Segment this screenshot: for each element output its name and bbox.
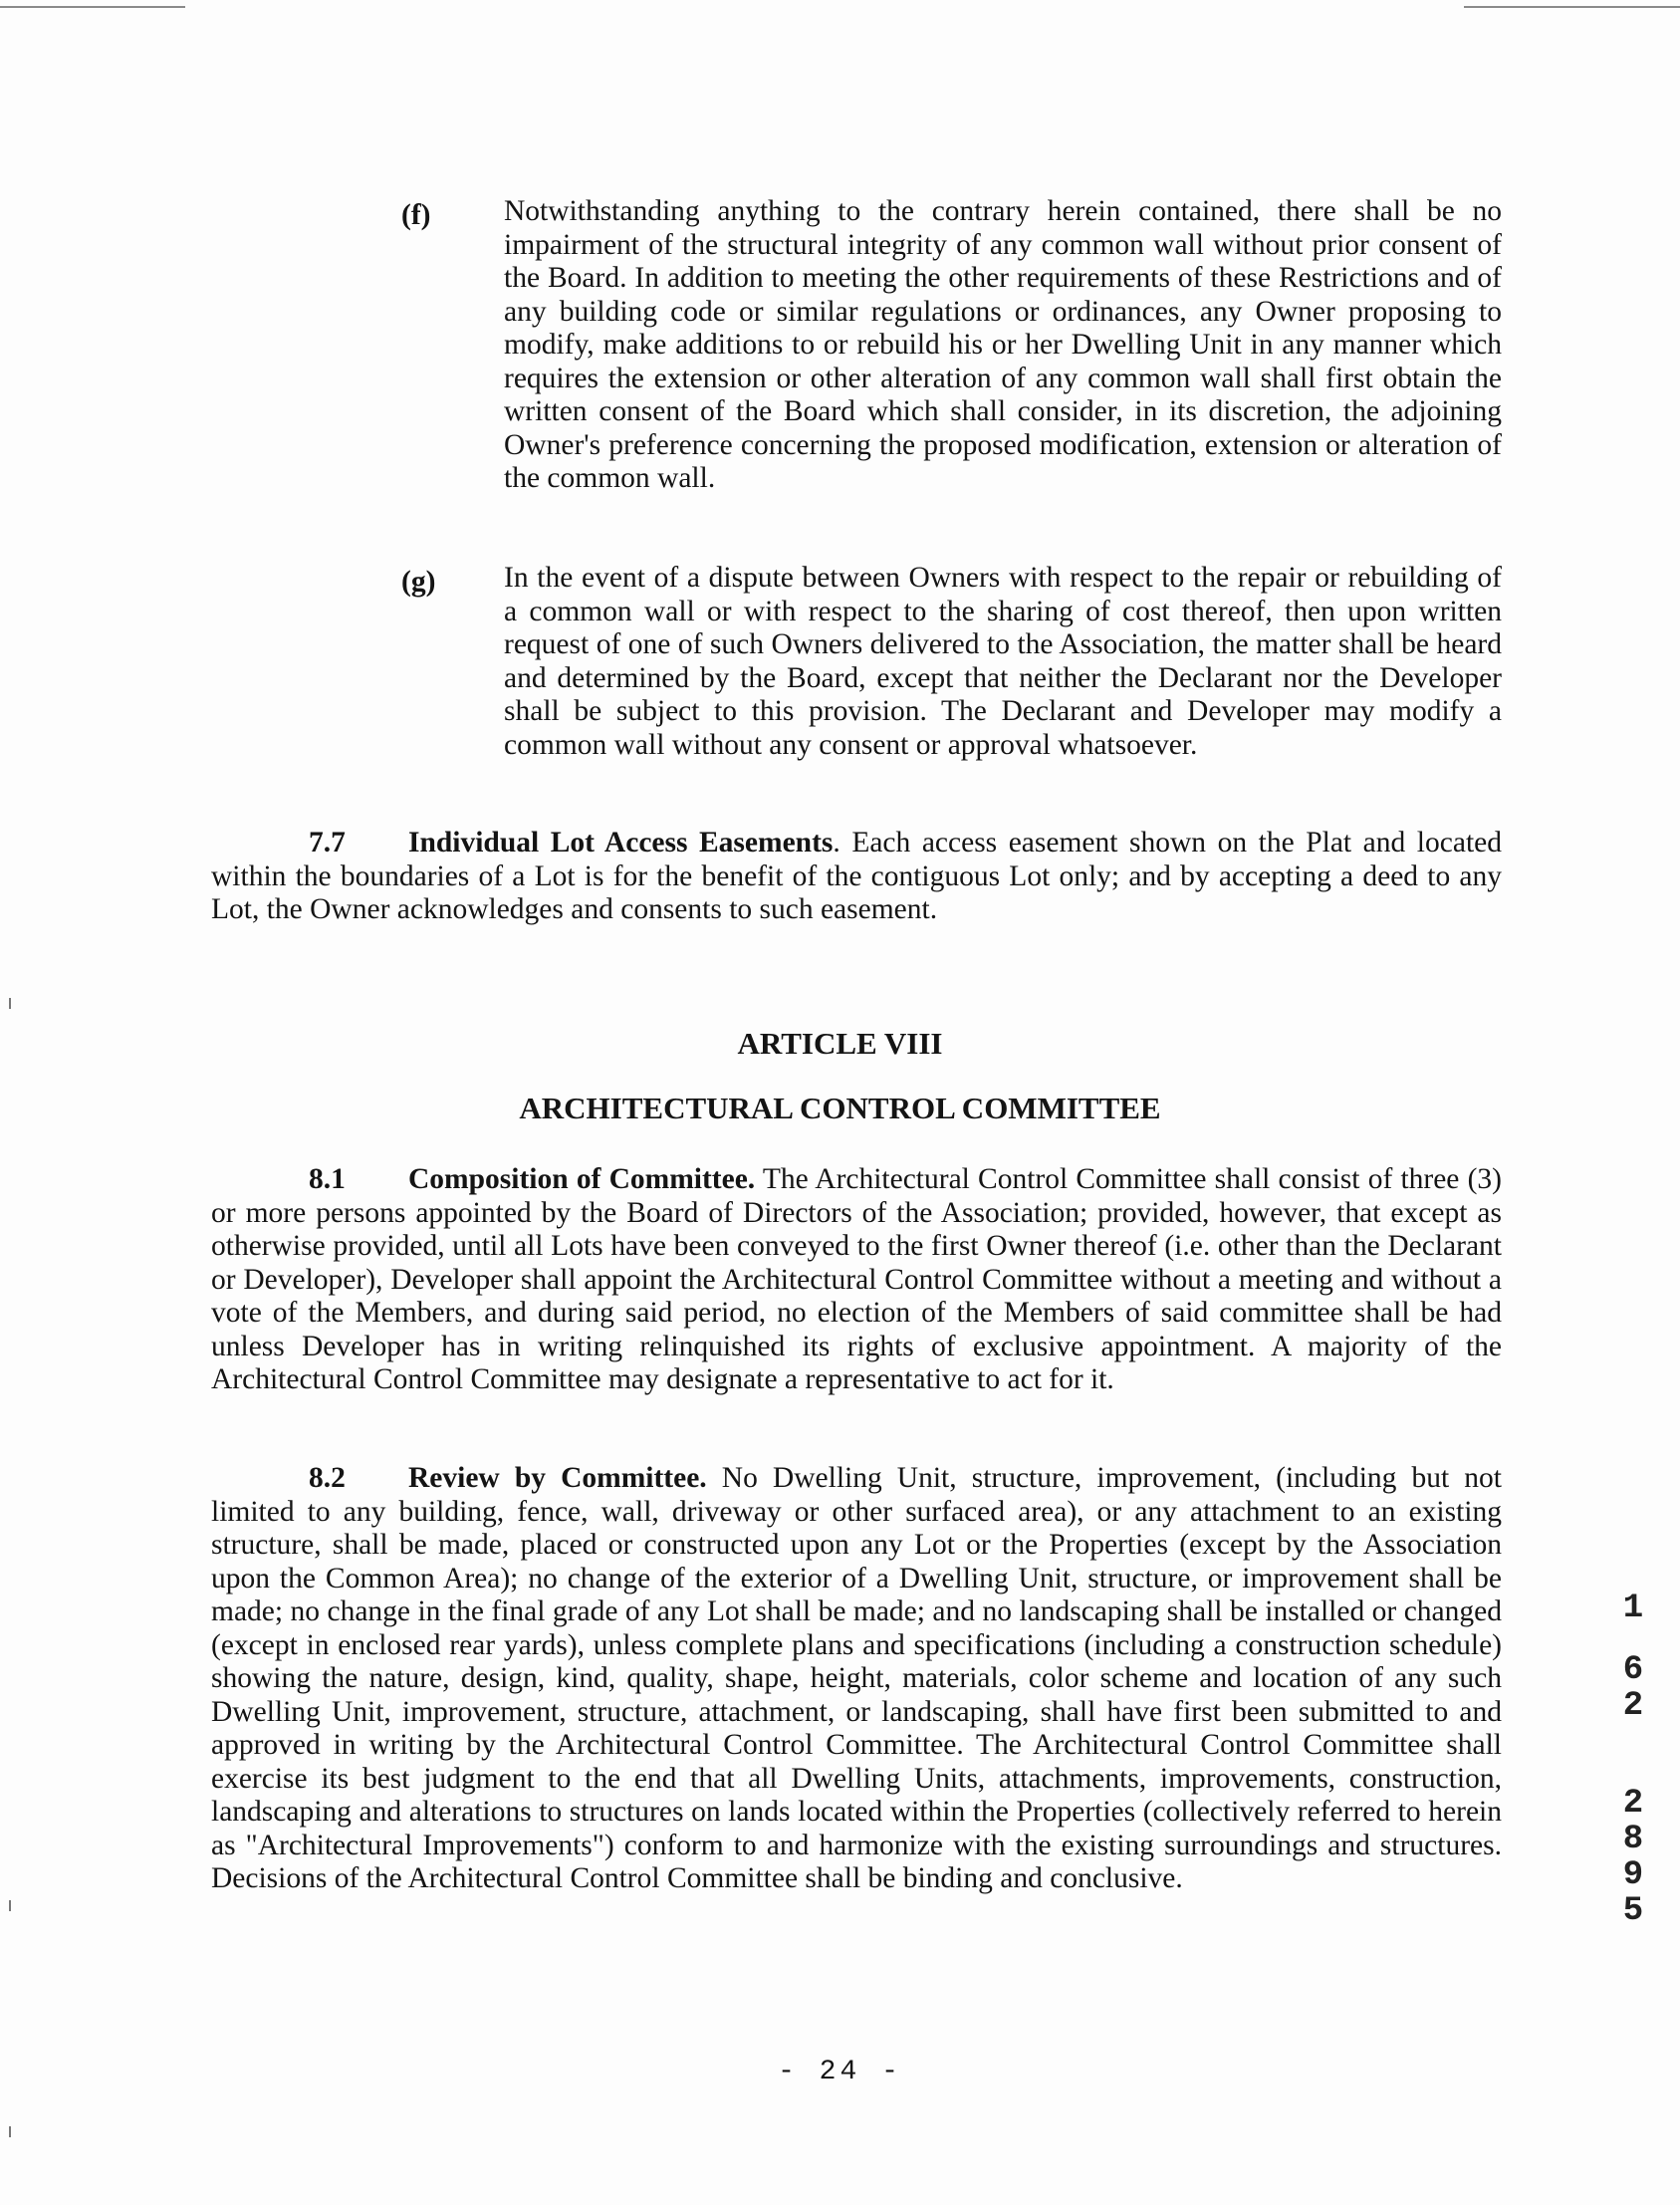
subsection-label-f: (f) [401, 199, 431, 231]
section-number: 8.2 [309, 1462, 346, 1494]
subsection-label-g: (g) [401, 566, 436, 598]
section-8-2 [211, 1462, 1502, 1896]
section-number: 7.7 [309, 827, 346, 858]
recording-stamp-digit: 5 [1622, 1892, 1644, 1930]
section-heading: Composition of Committee. [408, 1163, 756, 1195]
section-body: . Each access easement shown on the Plat and located within the boundaries of a Lot is for the benefit of the contiguous Lot only; and by accepting a deed to any Lot, the Owner acknowledges and consents to such easement. [211, 827, 1502, 925]
article-title: ARTICLE VIII [737, 1026, 943, 1061]
section-body: No Dwelling Unit, structure, improvement, (including but not limited to any building, fence, wall, driveway or other surfaced area), or any attachment to an existing structure, shall be made, placed or constructed upon any Lot or the Properties (except by the Association upon the Common Area); no change of the exterior of a Dwelling Unit, structure, or improvement shall be made; no change in the final grade of any Lot shall be made; and no landscaping shall be installed or changed (except in enclosed rear yards), unless complete plans and specifications (including a construction schedule) showing the nature, design, kind, quality, shape, height, materials, color scheme and location of any such Dwelling Unit, improvement, structure, attachment, or landscaping, shall have first been submitted to and approved in writing by the Architectural Control Committee. The Architectural Control Committee shall exercise its best judgment to the end that all Dwelling Units, attachments, improvements, construction, landscaping and alterations to structures on lands located within the Properties (collectively referred to herein as "Architectural Improvements") conform to and harmonize with the existing surroundings and structures. Decisions of the Architectural Control Committee shall be binding and conclusive. [211, 1462, 1502, 1894]
recording-stamp-digit: 1 [1622, 1590, 1644, 1627]
margin-tick-mark [9, 1900, 11, 1911]
recording-stamp-digit: 8 [1622, 1821, 1644, 1858]
section-number: 8.1 [309, 1163, 346, 1195]
recording-stamp-digit: 6 [1622, 1651, 1644, 1689]
section-8-1 [211, 1163, 1502, 1397]
page-number: - 24 - [778, 2057, 902, 2087]
section-heading: Individual Lot Access Easements [408, 827, 834, 858]
subsection-text-f: Notwithstanding anything to the contrary herein contained, there shall be no impairment of the structural integrity of any common wall without prior consent of the Board. In addition to meeting the other requirements of these Restrictions and of any building code or similar regulations or ordinances, any Owner proposing to modify, make additions to or rebuild his or her Dwelling Unit in any manner which requires the extension or other alteration of any common wall shall first obtain the written consent of the Board which shall consider, in its discretion, the adjoining Owner's preference concerning the proposed modification, extension or alteration of the common wall. [504, 195, 1502, 494]
margin-tick-mark [9, 998, 11, 1009]
section-body: The Architectural Control Committee shall consist of three (3) or more persons appointed by the Board of Directors of the Association; provided, however, that except as otherwise provided, until all Lots have been conveyed to the first Owner thereof (i.e. other than the Declarant or Developer), Developer shall appoint the Architectural Control Committee without a meeting and without a vote of the Members, and during said period, no election of the Members of said committee shall be had unless Developer has in writing relinquished its rights of exclusive appointment. A majority of the Architectural Control Committee may designate a representative to act for it. [211, 1163, 1502, 1395]
subsection-text-g: In the event of a dispute between Owners with respect to the repair or rebuilding of a common wall or with respect to the sharing of cost thereof, then upon written request of one of such Owners delivered to the Association, the matter shall be heard and determined by the Board, except that neither the Declarant nor the Developer shall be subject to this provision. The Declarant and Developer may modify a common wall without any consent or approval whatsoever. [504, 562, 1502, 761]
scan-edge-line-left [0, 6, 185, 8]
recording-stamp-digit: 2 [1622, 1687, 1644, 1725]
recording-stamp-digit: 9 [1622, 1856, 1644, 1894]
scan-edge-line-right [1464, 6, 1680, 8]
recording-stamp-digit: 2 [1622, 1785, 1644, 1823]
article-subtitle: ARCHITECTURAL CONTROL COMMITTEE [519, 1091, 1161, 1125]
section-7-7 [211, 827, 1502, 927]
margin-tick-mark [9, 2126, 11, 2137]
section-heading: Review by Committee. [408, 1462, 707, 1494]
